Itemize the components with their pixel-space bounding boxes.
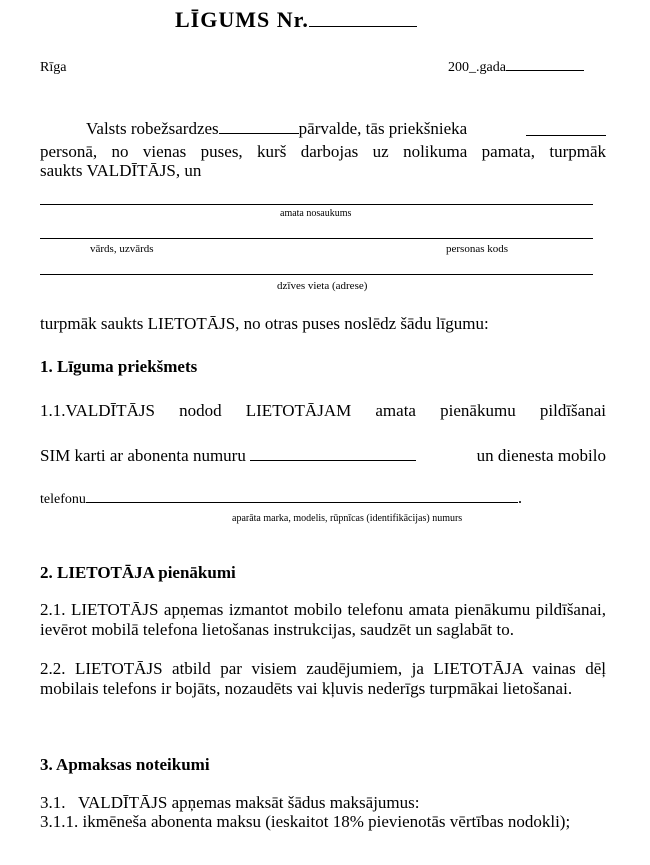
intro-text-a: Valsts robežsardzes [86, 119, 219, 138]
intro-line-2: personā, no vienas puses, kurš darbojas uz nolikuma pamata, turpmāk [40, 142, 606, 161]
intro-text-b: pārvalde, tās priekšnieka [298, 119, 468, 138]
device-caption: aparāta marka, modelis, rūpnīcas (identifikācijas) numurs [232, 513, 463, 524]
address-caption: dzīves vieta (adrese) [277, 280, 368, 292]
date-field [448, 60, 584, 76]
document-title [175, 7, 417, 33]
contract-number-blank[interactable] [309, 26, 417, 27]
position-line[interactable] [40, 204, 593, 205]
subscriber-number-blank[interactable] [250, 460, 416, 461]
id-caption: personas kods [446, 243, 509, 255]
intro-line-1 [40, 118, 606, 140]
phone-text: un dienesta mobilo [476, 446, 606, 465]
address-line[interactable] [40, 274, 593, 275]
section-3-paragraph-2: 3.1.1. ikmēneša abonenta maksu (ieskaitot 18% pievienotās vērtības nodokli); [40, 812, 571, 831]
date-label: 200_.gada [448, 60, 506, 75]
word: amata [375, 401, 416, 420]
section-2-heading: 2. LIETOTĀJA pienākumi [40, 563, 236, 582]
device-blank[interactable] [86, 502, 518, 503]
position-caption: amata nosaukums [280, 208, 352, 219]
name-caption: vārds, uzvārds [90, 243, 154, 255]
word: LIETOTĀJAM [245, 401, 352, 420]
telefonu-text: telefonu [40, 492, 86, 507]
section-3-heading: 3. Apmaksas noteikumi [40, 755, 210, 774]
section-1-line-1 [40, 401, 606, 421]
section-3-paragraph-1: 3.1. VALDĪTĀJS apņemas maksāt šādus maksājumus: [40, 793, 420, 812]
continuation-text: turpmāk saukts LIETOTĀJS, no otras puses noslēdz šādu līgumu: [40, 314, 489, 333]
date-blank[interactable] [506, 70, 584, 71]
word: pildīšanai [539, 401, 606, 420]
section-2-paragraph-1: 2.1. LIETOTĀJS apņemas izmantot mobilo telefonu amata pienākumu pildīšanai, ievērot mobilā telefona lietošanas instrukcijas, saudzēt un saglabāt to. [40, 600, 606, 639]
period: . [517, 488, 523, 507]
section-2-paragraph-2: 2.2. LIETOTĀJS atbild par visiem zaudējumiem, ja LIETOTĀJA vainas dēļ mobilais telefons ir bojāts, nozaudēts vai kļuvis nederīgs turpmākai lietošanai. [40, 659, 606, 698]
section-1-heading: 1. Līguma priekšmets [40, 357, 198, 376]
title-text: LĪGUMS Nr. [175, 7, 309, 32]
word: pienākumu [440, 401, 516, 420]
word: 1.1.VALDĪTĀJS [40, 401, 155, 420]
name-id-line[interactable] [40, 238, 593, 239]
intro-line-3: saukts VALDĪTĀJS, un [40, 161, 202, 180]
city: Rīga [40, 60, 67, 75]
word: nodod [179, 401, 222, 420]
sim-text: SIM karti ar abonenta numuru [40, 446, 246, 465]
board-blank[interactable] [219, 133, 299, 134]
section-1-line-2 [40, 446, 606, 466]
section-1-line-3 [40, 488, 522, 508]
chief-blank[interactable] [526, 118, 606, 136]
